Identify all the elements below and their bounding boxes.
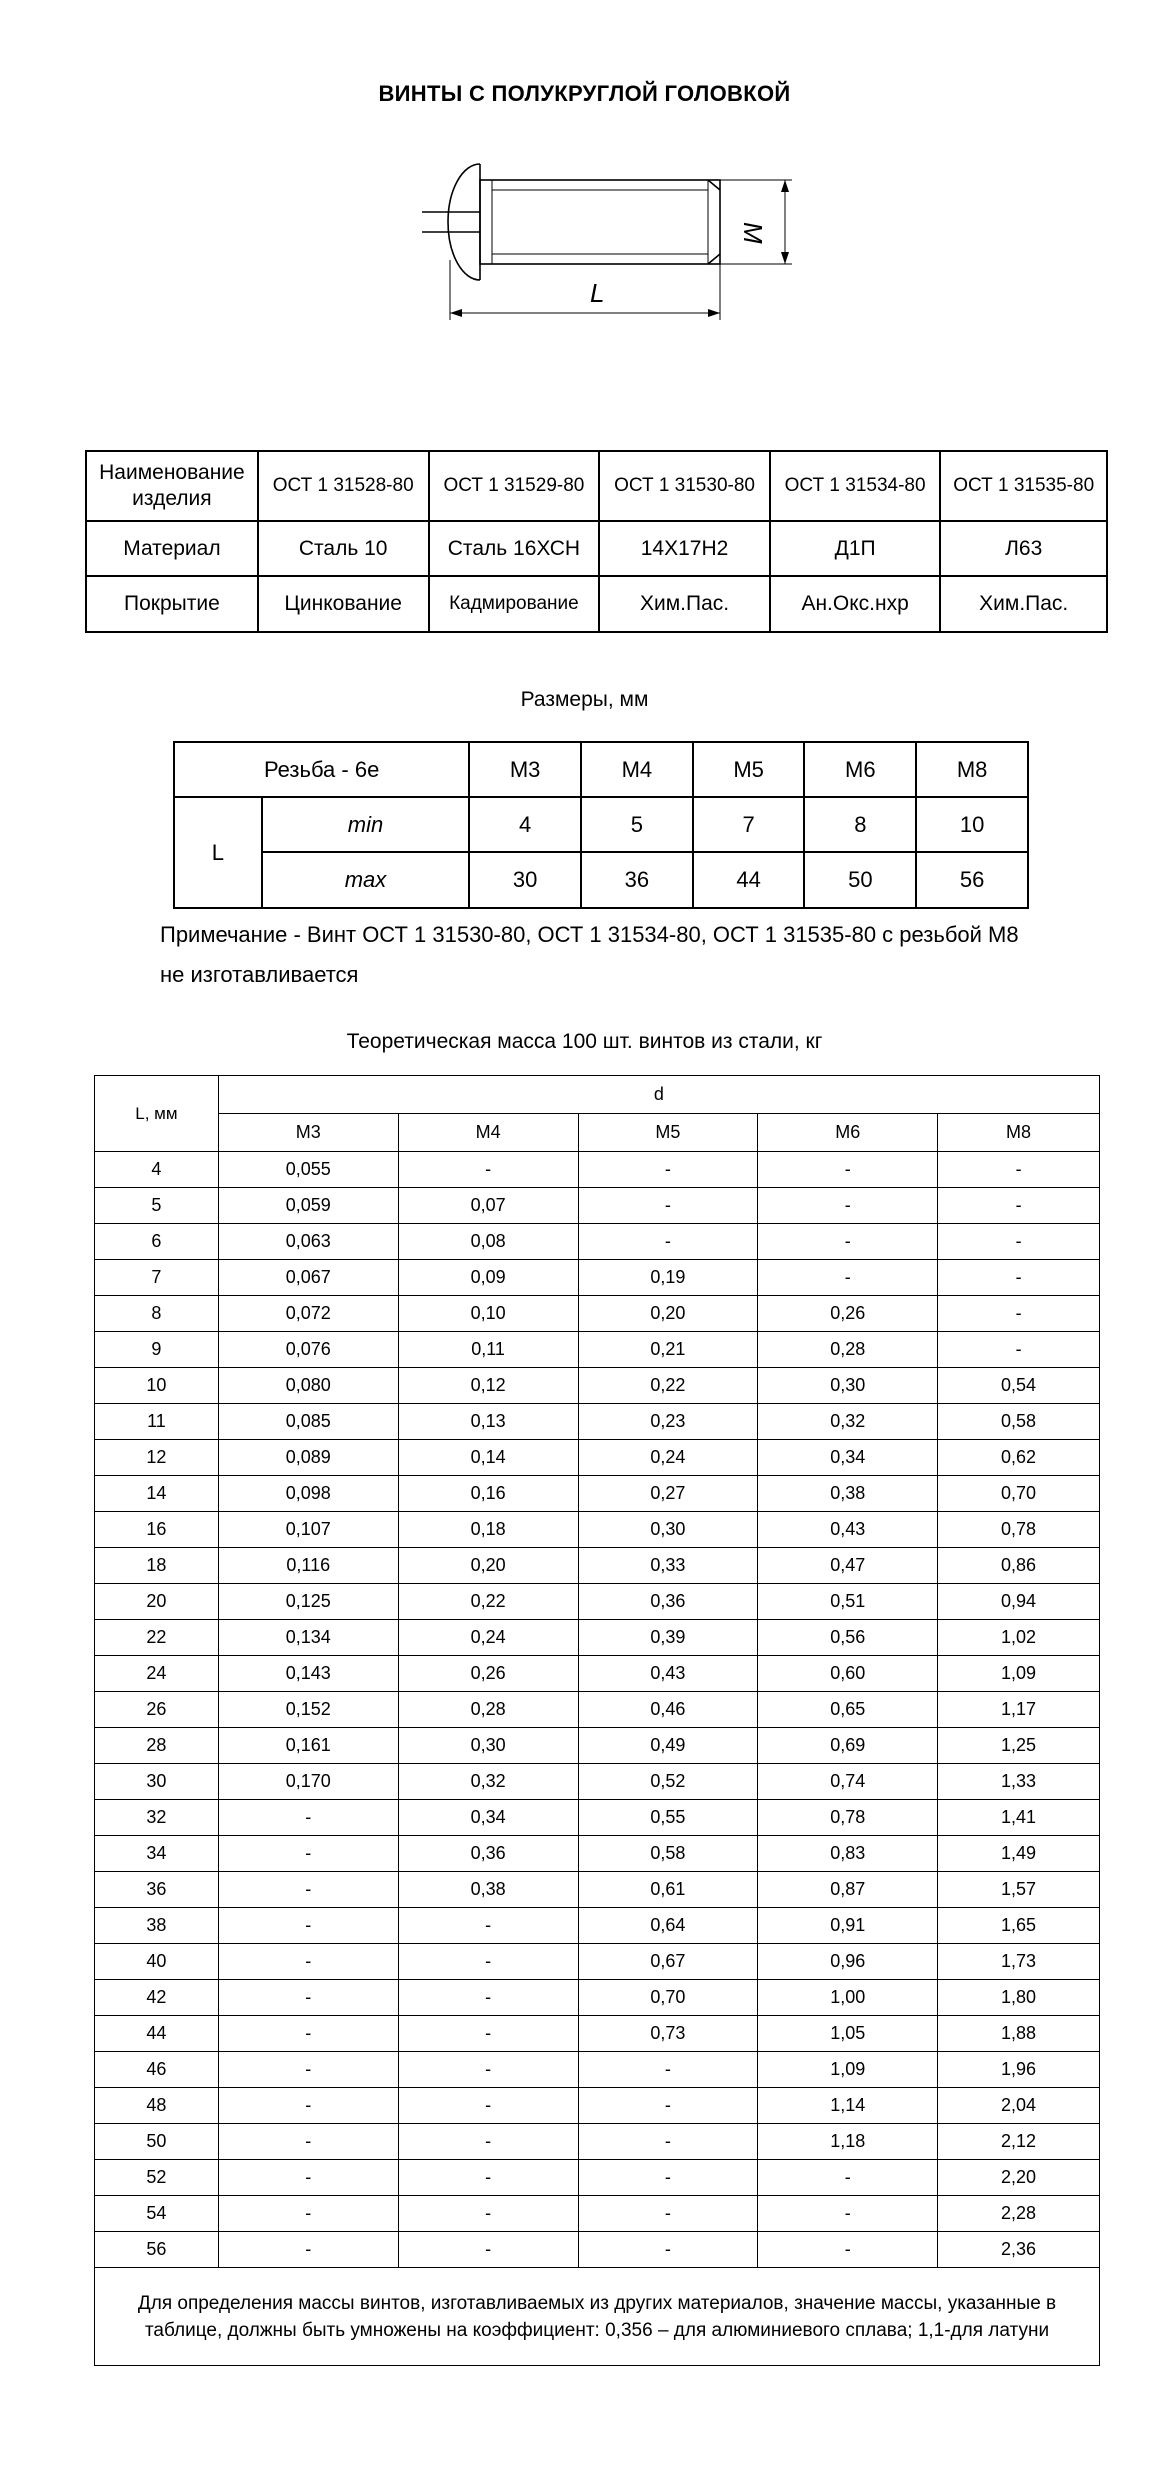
- label-l: L: [590, 278, 605, 308]
- length-cell: 38: [95, 1908, 219, 1944]
- row-label: Покрытие: [86, 576, 258, 632]
- mass-cell: -: [398, 2052, 578, 2088]
- length-cell: 26: [95, 1692, 219, 1728]
- thread-label: Резьба - 6е: [174, 742, 469, 797]
- mass-cell: 0,085: [218, 1404, 398, 1440]
- sizes-caption: Размеры, мм: [520, 688, 649, 711]
- mass-cell: 0,78: [758, 1800, 938, 1836]
- mass-cell: -: [578, 2196, 758, 2232]
- mass-cell: -: [938, 1332, 1100, 1368]
- table-cell: Сталь 10: [258, 521, 429, 576]
- mass-cell: 2,12: [938, 2124, 1100, 2160]
- mass-cell: 0,24: [578, 1440, 758, 1476]
- mass-cell: 0,30: [398, 1728, 578, 1764]
- mass-cell: -: [578, 2160, 758, 2196]
- mass-cell: 1,02: [938, 1620, 1100, 1656]
- mass-cell: -: [218, 2160, 398, 2196]
- mass-cell: 0,26: [758, 1296, 938, 1332]
- mass-cell: 0,055: [218, 1152, 398, 1188]
- mass-caption: Теоретическая масса 100 шт. винтов из стали, кг: [346, 1030, 823, 1053]
- length-cell: 22: [95, 1620, 219, 1656]
- mass-cell: -: [938, 1260, 1100, 1296]
- table-row: [95, 2088, 1100, 2124]
- mass-cell: -: [938, 1188, 1100, 1224]
- thread-header: М5: [693, 742, 805, 797]
- mass-cell: -: [938, 1296, 1100, 1332]
- table-cell: 14Х17Н2: [599, 521, 770, 576]
- length-cell: 8: [95, 1296, 219, 1332]
- length-cell: 10: [95, 1368, 219, 1404]
- mass-cell: 1,09: [758, 2052, 938, 2088]
- table-cell: 5: [581, 797, 693, 852]
- mass-cell: 0,143: [218, 1656, 398, 1692]
- mass-cell: -: [758, 1152, 938, 1188]
- mass-cell: 0,16: [398, 1476, 578, 1512]
- mass-cell: 0,55: [578, 1800, 758, 1836]
- mass-cell: 0,39: [578, 1620, 758, 1656]
- mass-cell: 0,20: [578, 1296, 758, 1332]
- mass-cell: 0,080: [218, 1368, 398, 1404]
- mass-cell: 0,067: [218, 1260, 398, 1296]
- mass-cell: -: [578, 1224, 758, 1260]
- mass-cell: 0,32: [398, 1764, 578, 1800]
- mass-cell: -: [578, 1152, 758, 1188]
- mass-cell: 1,25: [938, 1728, 1100, 1764]
- mass-cell: 1,65: [938, 1908, 1100, 1944]
- mass-cell: 0,38: [758, 1476, 938, 1512]
- mass-cell: 0,076: [218, 1332, 398, 1368]
- table-row: [95, 1764, 1100, 1800]
- mass-cell: 0,26: [398, 1656, 578, 1692]
- table-row: [95, 1656, 1100, 1692]
- length-cell: 56: [95, 2232, 219, 2268]
- table-cell: Хим.Пас.: [940, 576, 1107, 632]
- table-row: [174, 742, 1028, 797]
- table-cell: 30: [469, 852, 581, 908]
- mass-cell: 0,125: [218, 1584, 398, 1620]
- mass-cell: 0,28: [758, 1332, 938, 1368]
- mass-cell: 0,134: [218, 1620, 398, 1656]
- table-cell: ОСТ 1 31529-80: [429, 451, 600, 521]
- mass-cell: -: [218, 1800, 398, 1836]
- table-row: [95, 1076, 1100, 1114]
- mass-cell: -: [938, 1152, 1100, 1188]
- mass-cell: 1,80: [938, 1980, 1100, 2016]
- mass-cell: 1,88: [938, 2016, 1100, 2052]
- table-row: [95, 1440, 1100, 1476]
- d-header: d: [218, 1076, 1099, 1114]
- mass-cell: 0,91: [758, 1908, 938, 1944]
- mass-cell: -: [218, 1872, 398, 1908]
- length-cell: 34: [95, 1836, 219, 1872]
- column-header: М3: [218, 1114, 398, 1152]
- table-cell: 56: [916, 852, 1028, 908]
- mass-table: [94, 1075, 1100, 2366]
- mass-cell: 0,69: [758, 1728, 938, 1764]
- table-row: [95, 1620, 1100, 1656]
- mass-cell: -: [938, 1224, 1100, 1260]
- screw-shank: [480, 180, 720, 264]
- page-title: ВИНТЫ С ПОЛУКРУГЛОЙ ГОЛОВКОЙ: [378, 81, 791, 106]
- mass-cell: 0,161: [218, 1728, 398, 1764]
- table-cell: 36: [581, 852, 693, 908]
- table-cell: Ан.Окс.нхр: [770, 576, 941, 632]
- mass-cell: 1,14: [758, 2088, 938, 2124]
- mass-cell: 0,74: [758, 1764, 938, 1800]
- length-cell: 12: [95, 1440, 219, 1476]
- row-label: Наименование изделия: [86, 451, 258, 521]
- table-row: [95, 1800, 1100, 1836]
- min-label: min: [262, 797, 470, 852]
- length-cell: 11: [95, 1404, 219, 1440]
- mass-cell: 0,07: [398, 1188, 578, 1224]
- screw-drawing: [400, 150, 800, 330]
- mass-cell: -: [398, 2196, 578, 2232]
- mass-cell: 0,116: [218, 1548, 398, 1584]
- length-cell: 24: [95, 1656, 219, 1692]
- table-row: [95, 1476, 1100, 1512]
- table-cell: Хим.Пас.: [599, 576, 770, 632]
- mass-cell: -: [578, 1188, 758, 1224]
- mass-cell: 0,28: [398, 1692, 578, 1728]
- table-row: [174, 797, 1028, 852]
- column-header: М8: [938, 1114, 1100, 1152]
- mass-cell: 0,78: [938, 1512, 1100, 1548]
- note-text: Примечание - Винт ОСТ 1 31530-80, ОСТ 1 31534-80, ОСТ 1 31535-80 с резьбой М8 не изготавливается: [160, 922, 1019, 987]
- table-row: [95, 1692, 1100, 1728]
- length-cell: 44: [95, 2016, 219, 2052]
- table-row: [95, 2016, 1100, 2052]
- mass-cell: 0,61: [578, 1872, 758, 1908]
- mass-cell: 0,58: [938, 1404, 1100, 1440]
- table-row: [95, 2160, 1100, 2196]
- mass-cell: 0,96: [758, 1944, 938, 1980]
- mass-cell: 0,098: [218, 1476, 398, 1512]
- mass-cell: -: [398, 2016, 578, 2052]
- mass-cell: 1,05: [758, 2016, 938, 2052]
- mass-cell: 0,152: [218, 1692, 398, 1728]
- mass-cell: 0,86: [938, 1548, 1100, 1584]
- length-cell: 16: [95, 1512, 219, 1548]
- mass-cell: 0,059: [218, 1188, 398, 1224]
- mass-cell: 0,64: [578, 1908, 758, 1944]
- mass-cell: 1,73: [938, 1944, 1100, 1980]
- mass-cell: 0,67: [578, 1944, 758, 1980]
- mass-cell: 0,32: [758, 1404, 938, 1440]
- length-cell: 52: [95, 2160, 219, 2196]
- length-cell: 36: [95, 1872, 219, 1908]
- mass-cell: 1,18: [758, 2124, 938, 2160]
- mass-cell: -: [398, 2088, 578, 2124]
- mass-cell: 0,11: [398, 1332, 578, 1368]
- mass-cell: 0,83: [758, 1836, 938, 1872]
- mass-cell: -: [578, 2232, 758, 2268]
- mass-cell: -: [758, 1224, 938, 1260]
- mass-cell: 0,70: [578, 1980, 758, 2016]
- mass-cell: 0,18: [398, 1512, 578, 1548]
- l-header: L, мм: [95, 1076, 219, 1152]
- table-cell: ОСТ 1 31534-80: [770, 451, 941, 521]
- l-label: L: [174, 797, 262, 908]
- table-row: [95, 1188, 1100, 1224]
- table-cell: Кадмирование: [429, 576, 600, 632]
- mass-cell: -: [758, 1188, 938, 1224]
- length-cell: 50: [95, 2124, 219, 2160]
- mass-cell: 2,04: [938, 2088, 1100, 2124]
- mass-cell: 0,46: [578, 1692, 758, 1728]
- table-row: [95, 2052, 1100, 2088]
- column-header: М4: [398, 1114, 578, 1152]
- mass-cell: 1,33: [938, 1764, 1100, 1800]
- length-cell: 4: [95, 1152, 219, 1188]
- table-row: [95, 1872, 1100, 1908]
- table-row: [95, 1512, 1100, 1548]
- mass-cell: 0,24: [398, 1620, 578, 1656]
- table-cell: 10: [916, 797, 1028, 852]
- mass-table-body: [95, 1152, 1100, 2268]
- mass-cell: 0,51: [758, 1584, 938, 1620]
- mass-cell: 0,089: [218, 1440, 398, 1476]
- mass-cell: -: [398, 1908, 578, 1944]
- mass-cell: -: [758, 2160, 938, 2196]
- mass-cell: -: [398, 1152, 578, 1188]
- mass-cell: 0,170: [218, 1764, 398, 1800]
- length-cell: 48: [95, 2088, 219, 2124]
- mass-cell: -: [218, 1980, 398, 2016]
- mass-cell: 0,19: [578, 1260, 758, 1296]
- mass-cell: 0,65: [758, 1692, 938, 1728]
- mass-cell: 0,73: [578, 2016, 758, 2052]
- table-cell: 50: [804, 852, 916, 908]
- mass-cell: -: [398, 2124, 578, 2160]
- mass-cell: 0,34: [758, 1440, 938, 1476]
- table-cell: Цинкование: [258, 576, 429, 632]
- table-row: [95, 1404, 1100, 1440]
- mass-cell: -: [218, 2196, 398, 2232]
- table-row: [95, 1584, 1100, 1620]
- mass-cell: 1,41: [938, 1800, 1100, 1836]
- mass-cell: -: [758, 1260, 938, 1296]
- mass-cell: 0,072: [218, 1296, 398, 1332]
- mass-cell: -: [758, 2196, 938, 2232]
- table-row: [95, 1980, 1100, 2016]
- mass-cell: -: [398, 1944, 578, 1980]
- table-cell: 8: [804, 797, 916, 852]
- mass-cell: 0,09: [398, 1260, 578, 1296]
- mass-cell: 1,09: [938, 1656, 1100, 1692]
- length-cell: 42: [95, 1980, 219, 2016]
- table-row: [86, 576, 1107, 632]
- mass-cell: -: [398, 2232, 578, 2268]
- mass-cell: -: [578, 2052, 758, 2088]
- mass-cell: 0,21: [578, 1332, 758, 1368]
- mass-cell: 1,96: [938, 2052, 1100, 2088]
- mass-cell: 0,12: [398, 1368, 578, 1404]
- mass-cell: 0,54: [938, 1368, 1100, 1404]
- mass-cell: -: [218, 1944, 398, 1980]
- thread-header: М8: [916, 742, 1028, 797]
- mass-cell: 0,36: [578, 1584, 758, 1620]
- length-cell: 32: [95, 1800, 219, 1836]
- length-cell: 54: [95, 2196, 219, 2232]
- length-cell: 28: [95, 1728, 219, 1764]
- label-m: M: [738, 222, 768, 244]
- mass-cell: -: [218, 2052, 398, 2088]
- mass-cell: 0,22: [578, 1368, 758, 1404]
- table-row: [95, 1332, 1100, 1368]
- mass-cell: 0,22: [398, 1584, 578, 1620]
- thread-header: М6: [804, 742, 916, 797]
- mass-cell: -: [218, 1836, 398, 1872]
- mass-cell: -: [218, 2124, 398, 2160]
- table-cell: 4: [469, 797, 581, 852]
- mass-cell: 0,14: [398, 1440, 578, 1476]
- table-cell: Л63: [940, 521, 1107, 576]
- table-cell: Сталь 16ХСН: [429, 521, 600, 576]
- mass-cell: 0,47: [758, 1548, 938, 1584]
- table-row: [95, 1728, 1100, 1764]
- length-cell: 20: [95, 1584, 219, 1620]
- screw-head: [448, 164, 480, 280]
- table-row: [95, 2124, 1100, 2160]
- mass-cell: 0,38: [398, 1872, 578, 1908]
- mass-cell: 1,49: [938, 1836, 1100, 1872]
- table-cell: Д1П: [770, 521, 941, 576]
- mass-cell: 0,30: [758, 1368, 938, 1404]
- materials-table: [85, 450, 1108, 633]
- mass-cell: 0,34: [398, 1800, 578, 1836]
- table-cell: ОСТ 1 31535-80: [940, 451, 1107, 521]
- length-cell: 6: [95, 1224, 219, 1260]
- mass-cell: 0,94: [938, 1584, 1100, 1620]
- mass-cell: 0,33: [578, 1548, 758, 1584]
- table-cell: ОСТ 1 31530-80: [599, 451, 770, 521]
- mass-cell: 0,20: [398, 1548, 578, 1584]
- max-label: max: [262, 852, 470, 908]
- table-row: [95, 2232, 1100, 2268]
- row-label: Материал: [86, 521, 258, 576]
- table-row: [95, 2268, 1100, 2366]
- mass-cell: -: [398, 1980, 578, 2016]
- mass-cell: 0,43: [578, 1656, 758, 1692]
- mass-cell: 0,27: [578, 1476, 758, 1512]
- table-row: [95, 1224, 1100, 1260]
- mass-cell: 0,43: [758, 1512, 938, 1548]
- table-row: [95, 1296, 1100, 1332]
- mass-cell: 0,58: [578, 1836, 758, 1872]
- mass-cell: 0,70: [938, 1476, 1100, 1512]
- table-cell: ОСТ 1 31528-80: [258, 451, 429, 521]
- mass-cell: 2,28: [938, 2196, 1100, 2232]
- length-cell: 14: [95, 1476, 219, 1512]
- table-row: [86, 451, 1107, 521]
- mass-cell: -: [218, 2016, 398, 2052]
- mass-cell: 2,36: [938, 2232, 1100, 2268]
- length-cell: 46: [95, 2052, 219, 2088]
- mass-cell: 0,49: [578, 1728, 758, 1764]
- length-cell: 7: [95, 1260, 219, 1296]
- table-row: [95, 2196, 1100, 2232]
- length-cell: 30: [95, 1764, 219, 1800]
- length-cell: 40: [95, 1944, 219, 1980]
- table-row: [86, 521, 1107, 576]
- table-row: [95, 1944, 1100, 1980]
- mass-cell: 0,30: [578, 1512, 758, 1548]
- column-header: М6: [758, 1114, 938, 1152]
- mass-cell: 0,063: [218, 1224, 398, 1260]
- mass-cell: 2,20: [938, 2160, 1100, 2196]
- table-row: [95, 1836, 1100, 1872]
- mass-cell: -: [218, 2232, 398, 2268]
- mass-cell: -: [578, 2124, 758, 2160]
- mass-cell: 0,36: [398, 1836, 578, 1872]
- mass-cell: -: [578, 2088, 758, 2124]
- mass-cell: -: [398, 2160, 578, 2196]
- table-row: [95, 1368, 1100, 1404]
- mass-cell: 0,56: [758, 1620, 938, 1656]
- mass-cell: 0,107: [218, 1512, 398, 1548]
- table-cell: 44: [693, 852, 805, 908]
- mass-cell: 0,87: [758, 1872, 938, 1908]
- length-cell: 5: [95, 1188, 219, 1224]
- sizes-table: [173, 741, 1029, 909]
- mass-cell: 1,17: [938, 1692, 1100, 1728]
- footnote: Для определения массы винтов, изготавливаемых из других материалов, значение массы, указанные в таблице, должны быть умножены на коэффициент: 0,356 – для алюминиевого сплава; 1,1-для латуни: [95, 2268, 1100, 2366]
- table-row: [95, 1260, 1100, 1296]
- mass-cell: 1,00: [758, 1980, 938, 2016]
- mass-cell: -: [758, 2232, 938, 2268]
- table-cell: 7: [693, 797, 805, 852]
- table-row: [95, 1548, 1100, 1584]
- length-cell: 18: [95, 1548, 219, 1584]
- length-cell: 9: [95, 1332, 219, 1368]
- mass-cell: 0,08: [398, 1224, 578, 1260]
- mass-cell: 1,57: [938, 1872, 1100, 1908]
- column-header: М5: [578, 1114, 758, 1152]
- mass-cell: 0,13: [398, 1404, 578, 1440]
- table-row: [95, 1908, 1100, 1944]
- thread-header: М4: [581, 742, 693, 797]
- table-row: [95, 1114, 1100, 1152]
- mass-cell: 0,52: [578, 1764, 758, 1800]
- mass-cell: 0,23: [578, 1404, 758, 1440]
- mass-cell: 0,62: [938, 1440, 1100, 1476]
- mass-cell: -: [218, 2088, 398, 2124]
- table-row: [95, 1152, 1100, 1188]
- mass-cell: 0,10: [398, 1296, 578, 1332]
- mass-cell: -: [218, 1908, 398, 1944]
- table-row: [174, 852, 1028, 908]
- mass-cell: 0,60: [758, 1656, 938, 1692]
- thread-header: М3: [469, 742, 581, 797]
